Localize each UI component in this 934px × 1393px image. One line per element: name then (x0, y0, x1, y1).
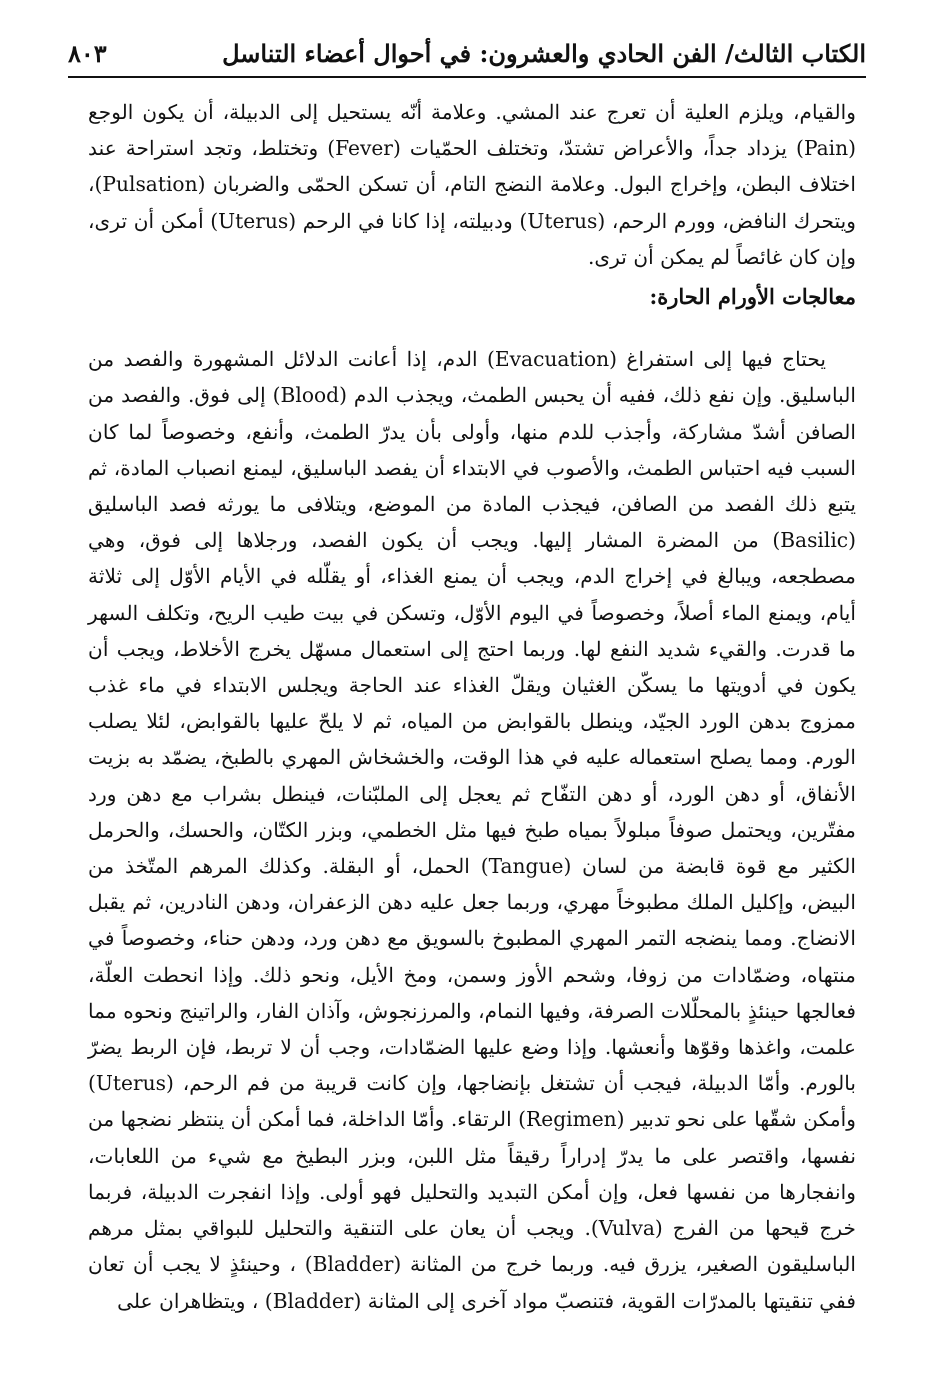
chapter-title: الكتاب الثالث/ الفن الحادي والعشرون: في أحوال أعضاء التناسل (222, 38, 866, 68)
paragraph-1: والقيام، ويلزم العلية أن تعرج عند المشي. وعلامة أنّه يستحيل إلى الدبيلة، أن يكون الوجع (Pain) يزداد جداً، والأعراض تشتدّ، وتختلف الحمّيات (Fever) وتختلط، وتجد استراحة عند اختلاف البطن، وإخراج البول. وعلامة النضج التام، أن تسكن الحمّى والضربان (Pulsation)، ويتحرك النافض، وورم الرحم، (Uterus) ودبيلته، إذا كانا في الرحم (Uterus) أمكن أن ترى، وإن كان غائصاً لم يمكن أن ترى. (88, 100, 856, 269)
section-heading: معالجات الأورام الحارة: (649, 284, 856, 310)
paragraph-2: يحتاج فيها إلى استفراغ (Evacuation) الدم، إذا أعانت الدلائل المشهورة والفصد من الباسليق. وإن نفع ذلك، ففيه أن يحبس الطمث، ويجذب الدم (Blood) إلى فوق. والفصد من الصافن أشدّ مشاركة، وأجذب للدم منها، وأولى بأن يدرّ الطمث، وأنفع، وخصوصاً لما كان السبب فيه احتباس الطمث، والأصوب في الابتداء أن يفصد الباسليق، ليمنع انصباب المادة، ثم يتبع ذلك الفصد من الصافن، فيجذب المادة من الموضع، ويتلافى ما يورثه فصد الباسليق (Basilic) من المضرة المشار إليها. ويجب أن يكون الفصد، ورجلاها إلى فوق، وهي مصطجعه، ويبالغ في إخراج الدم، ويجب أن يمنع الغذاء، أو يقلّله في الأيام الأوّل إلى ثلاثة أيام، ويمنع الماء أصلاً، وخصوصاً في اليوم الأوّل، وتسكن في بيت طيب الريح، وتكلف السهر ما قدرت. والقيء شديد النفع لها. وربما احتج إلى استعمال مسهّل يخرج الأخلاط، ويجب أن يكون في أدويتها ما يسكّن الغثيان ويقلّ الغذاء عند الحاجة ويجلس الابتداء في ماء غذب ممزوج بدهن الورد الجيّد، وينطل بالقوابض من المياه، ثم لا يلحّ عليها بالقوابض، لئلا يصلب الورم. ومما يصلح استعماله عليه في هذا الوقت، والخشخاش المهري بالطبخ، يضمّد به بزيت الأنفاق، أو دهن الورد، أو دهن التفّاح ثم يعجل إلى الملبّنات، فينطل بشراب مع دهن ورد مفتّرين، ويحتمل صوفاً مبلولاً بمياه طبخ فيها مثل الخطمي، وبزر الكتّان، والحسك، والحرمل الكثير مع قوة قابضة من لسان (Tangue) الحمل، أو البقلة. وكذلك المرهم المتّخذ من البيض، وإكليل الملك مطبوخاً مهري، وربما جعل عليه دهن الزعفران، ودهن النادرين، ثم يقبل الانضاج. ومما ينضجه التمر المهري المطبوخ بالسويق مع دهن ورد، ودهن حناء، وخصوصاً في منتهاه، وضمّادات من زوفا، وشحم الأوز وسمن، ومخ الأيل، ونحو ذلك. وإذا انحطت العلّة، فعالجها حينئذٍ بالمحلّلات الصرفة، وفيها النمام، والمرزنجوش، وآذان الفار، والراتينج ونحوه مما علمت، واغذها وقوّها وأنعشها. وإذا وضع عليها الضمّادات، وجب أن لا تربط، فإن الربط يضرّ بالورم. وأمّا الدبيلة، فيجب أن تشتغل بإنضاجها، وإن كانت قريبة من فم الرحم، (Uterus) وأمكن شقّها على نحو تدبير (Regimen) الرتقاء. وأمّا الداخلة، فما أمكن أن ينتظر نضجها من نفسها، واقتصر على ما يدرّ إدراراً رقيقاً مثل اللبن، وبزر البطيخ مع شيء من اللعابات، وانفجارها من نفسها فعل، وإن أمكن التبديد والتحليل فهو أولى. وإذا انفجرت الدبيلة، فربما خرج قيحها من الفرج (Vulva). ويجب أن يعان على التنقية والتحليل للبواقي بمثل مرهم الباسليقون الصغير، يزرق فيه. وربما خرج من المثانة (Bladder) ، وحينئذٍ لا يجب أن تعان ففي تنقيتها بالمدرّات القوية، فتنصبّ مواد آخرى إلى المثانة (Bladder) ، ويتظاهران على (88, 347, 857, 1313)
main-text (88, 94, 856, 1319)
page-number: ٨٠٣ (68, 38, 107, 68)
running-header (68, 30, 866, 78)
